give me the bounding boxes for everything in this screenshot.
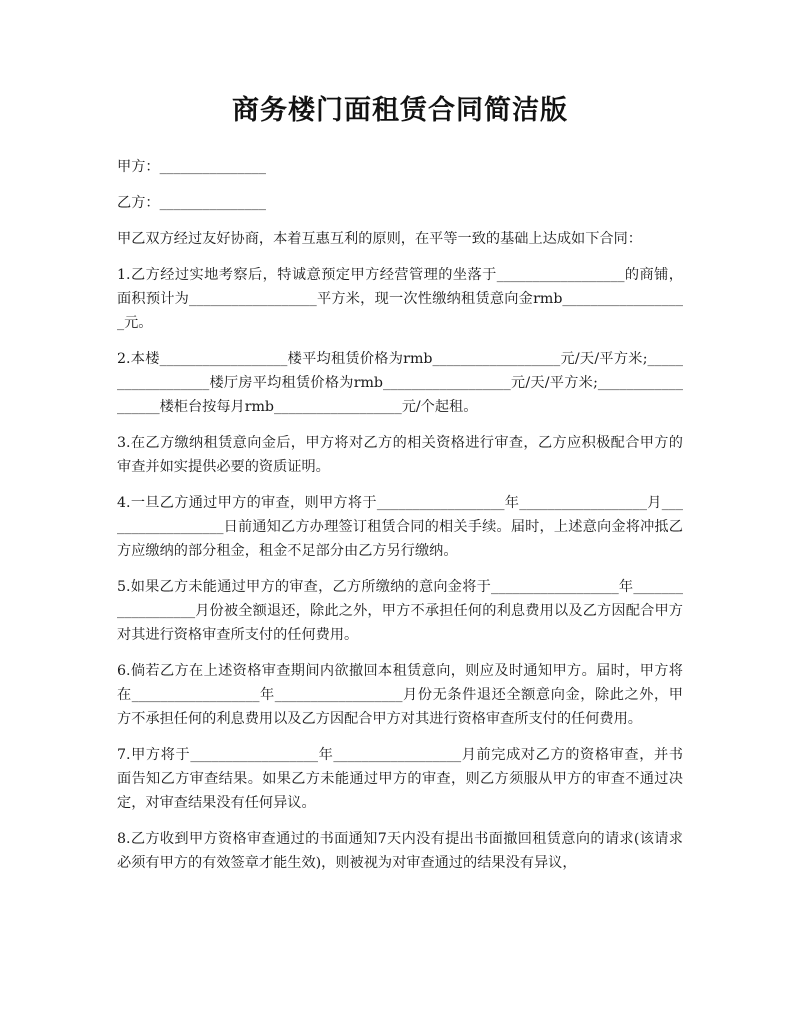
clause-3: 3.在乙方缴纳租赁意向金后，甲方将对乙方的相关资格进行审查，乙方应积极配合甲方的审查并如实提供必要的资质证明。 bbox=[117, 435, 683, 475]
document-title: 商务楼门面租赁合同简洁版 bbox=[232, 95, 568, 126]
clause-4: 4.一旦乙方通过甲方的审查，则甲方将于__________________年__________________月__________________日前通知乙方办理签订租赁合同的相关手续。届时，上述意向金将冲抵乙方应缴纳的部分租金，租金不足部分由乙方另行缴纳。 bbox=[117, 495, 683, 559]
clause-2: 2.本楼__________________楼平均租赁价格为rmb__________________元/天/平方米;__________________楼厅房平均租赁价格为rmb__________________元/天/平方米;__________________楼柜台按每月rmb__________________元/个起租。 bbox=[117, 351, 683, 415]
party-b-blank: _______________ bbox=[159, 195, 266, 211]
clause-5: 5.如果乙方未能通过甲方的审查，乙方所缴纳的意向金将于__________________年__________________月份被全额退还，除此之外，甲方不承担任何的利息费用以及乙方因配合甲方对其进行资格审查所支付的任何费用。 bbox=[117, 579, 683, 643]
party-b-label: 乙方： bbox=[117, 195, 160, 211]
party-a-blank: _______________ bbox=[159, 159, 266, 175]
clause-1: 1.乙方经过实地考察后，特诚意预定甲方经营管理的坐落于__________________的商铺，面积预计为__________________平方米，现一次性缴纳租赁意向金rmb__________________元。 bbox=[117, 267, 683, 331]
clause-7: 7.甲方将于__________________年__________________月前完成对乙方的资格审查，并书面告知乙方审查结果。如果乙方未能通过甲方的审查，则乙方须服从甲方的审查不通过决定，对审查结果没有任何异议。 bbox=[117, 747, 683, 811]
document-page bbox=[117, 88, 683, 887]
clause-8: 8.乙方收到甲方资格审查通过的书面通知7天内没有提出书面撤回租赁意向的请求(该请求必须有甲方的有效签章才能生效)，则被视为对审查通过的结果没有异议， bbox=[117, 831, 683, 871]
party-a-line bbox=[117, 155, 683, 179]
clause-6: 6.倘若乙方在上述资格审查期间内欲撤回本租赁意向，则应及时通知甲方。届时，甲方将在__________________年__________________月份无条件退还全额意向金，除此之外，甲方不承担任何的利息费用以及乙方因配合甲方对其进行资格审查所支付的任何费用。 bbox=[117, 663, 683, 727]
party-a-label: 甲方： bbox=[117, 159, 160, 175]
party-b-line bbox=[117, 191, 683, 215]
intro-paragraph: 甲乙双方经过友好协商，本着互惠互利的原则，在平等一致的基础上达成如下合同： bbox=[117, 231, 642, 247]
